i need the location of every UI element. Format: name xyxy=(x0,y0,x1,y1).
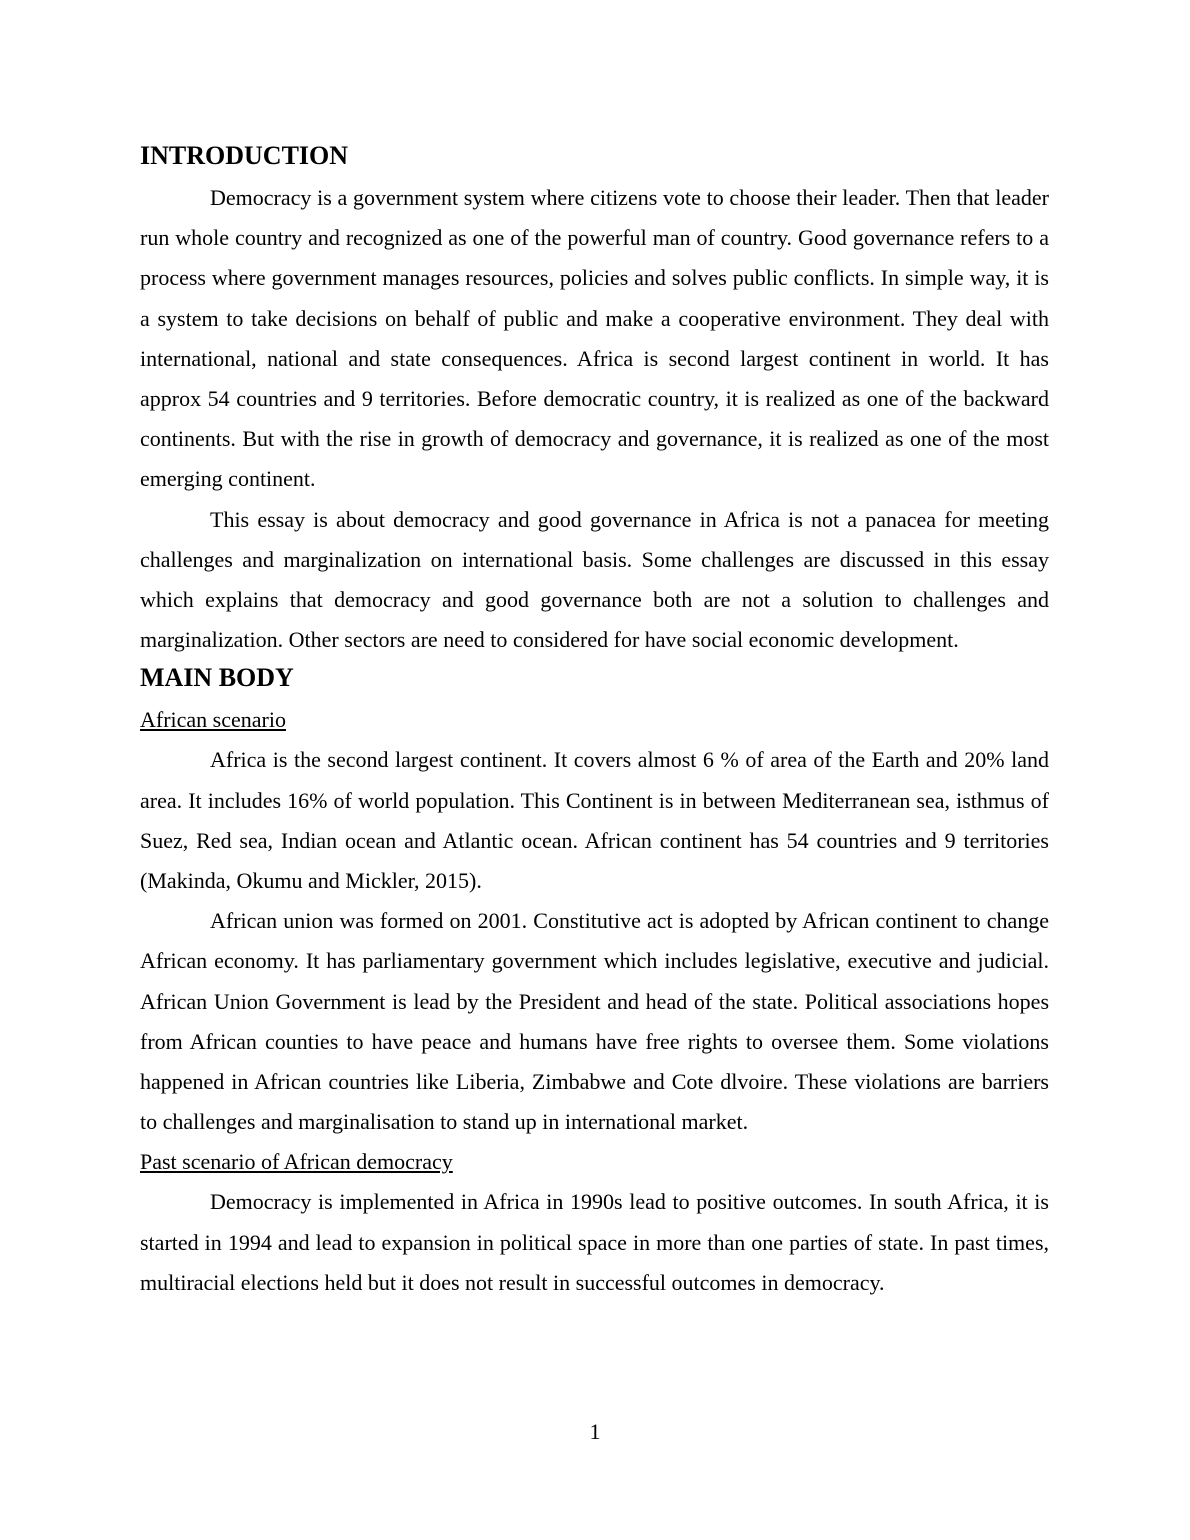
intro-paragraph-1: Democracy is a government system where citizens vote to choose their leader. Then that leader run whole country and recognized as one of the powerful man of country. Good governance refers to a process where government manages resources, policies and solves public conflicts. In simple way, it is a system to take decisions on behalf of public and make a cooperative environment. They deal with international, national and state consequences. Africa is second largest continent in world. It has approx 54 countries and 9 territories. Before democratic country, it is realized as one of the backward continents. But with the rise in growth of democracy and governance, it is realized as one of the most emerging continent. xyxy=(140,185,1049,492)
section-title-past-scenario: Past scenario of African democracy xyxy=(140,1149,453,1175)
intro-paragraph-2: This essay is about democracy and good governance in Africa is not a panacea for meeting challenges and marginalization on international basis. Some challenges are discussed in this essay which explains that democracy and good governance both are not a solution to challenges and marginalization. Other sectors are need to considered for have social economic development. xyxy=(140,506,1049,653)
main-body-heading: MAIN BODY xyxy=(140,663,294,693)
document-page xyxy=(140,138,1049,1303)
introduction-heading: INTRODUCTION xyxy=(140,141,349,170)
african-scenario-paragraph-1: Africa is the second largest continent. It covers almost 6 % of area of the Earth and 20% land area. It includes 16% of world population. This Continent is in between Mediterranean sea, isthmus of Suez, Red sea, Indian ocean and Atlantic ocean. African continent has 54 countries and 9 territories (Makinda, Okumu and Mickler, 2015). xyxy=(140,747,1049,894)
african-scenario-paragraph-2: African union was formed on 2001. Constitutive act is adopted by African continent to change African economy. It has parliamentary government which includes legislative, executive and judicial. African Union Government is lead by the President and head of the state. Political associations hopes from African counties to have peace and humans have free rights to oversee them. Some violations happened in African countries like Liberia, Zimbabwe and Cote dlvoire. These violations are barriers to challenges and marginalisation to stand up in international market. xyxy=(140,908,1049,1135)
section-title-african-scenario: African scenario xyxy=(140,707,286,733)
past-scenario-paragraph-1: Democracy is implemented in Africa in 1990s lead to positive outcomes. In south Africa, it is started in 1994 and lead to expansion in political space in more than one parties of state. In past times, multiracial elections held but it does not result in successful outcomes in democracy. xyxy=(140,1189,1049,1295)
page-number: 1 xyxy=(589,1419,601,1444)
